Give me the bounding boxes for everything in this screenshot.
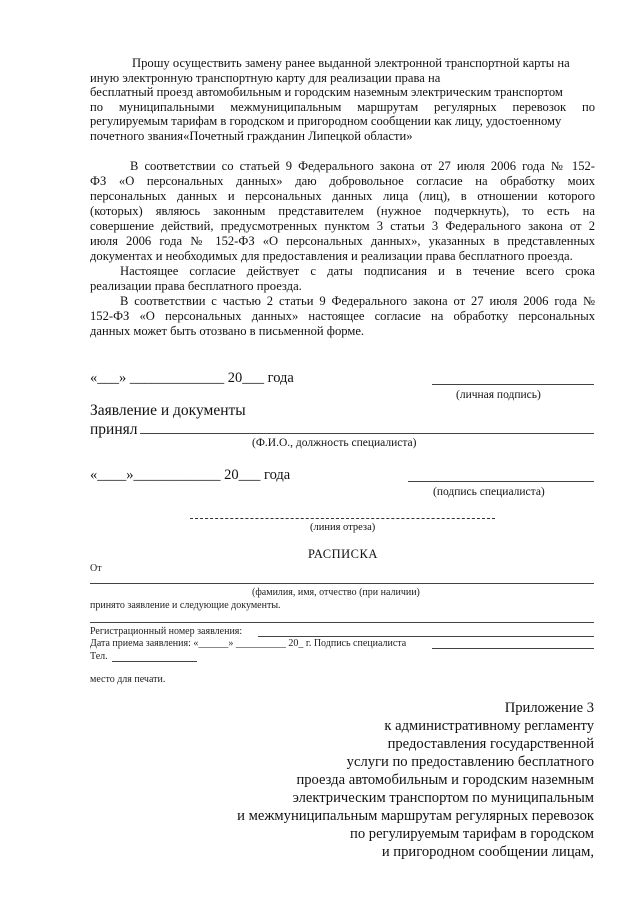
receipt-registration-line [258, 636, 594, 637]
consent-line-4: (которых) являюсь законным представителем (нужное подчеркнуть), то есть на [90, 204, 595, 218]
request-line-1: Прошу осуществить замену ранее выданной электронной транспортной карты на [132, 56, 570, 70]
consent-line-1: В соответствии со статьей 9 Федерального закона от 27 июля 2006 года № 152- [130, 159, 595, 173]
consent-line-10: В соответствии с частью 2 статьи 9 Федерального закона от 27 июля 2006 года № [120, 294, 595, 308]
appendix-line-6: электрическим транспортом по муниципальным [292, 790, 594, 806]
consent-line-5: совершение действий, предусмотренных пунктом 3 статьи 3 Федерального закона от 2 [90, 219, 595, 233]
consent-line-9: реализации права бесплатного проезда. [90, 279, 302, 293]
request-line-4: по муниципальными межмуниципальным маршрутам регулярных перевозок по [90, 99, 595, 114]
appendix-line-4: услуги по предоставлению бесплатного [346, 754, 594, 770]
receipt-fio-line [90, 583, 594, 584]
consent-line-2: ФЗ «О персональных данных» даю добровольное согласие на обработку моих [90, 174, 595, 188]
receipt-from-label: От [90, 563, 102, 574]
applicant-date-line: «___» _____________ 20___ года [90, 370, 294, 386]
consent-line-7: документах и необходимых для предоставления и реализации права бесплатного проезда. [90, 249, 573, 263]
cut-line [190, 518, 495, 519]
receipt-registration-label: Регистрационный номер заявления: [90, 626, 243, 637]
specialist-signature-line [408, 481, 594, 482]
receipt-stamp-label: место для печати. [90, 674, 166, 685]
consent-line-8: Настоящее согласие действует с даты подписания и в течение всего срока [120, 264, 595, 278]
receipt-documents-line [90, 622, 594, 623]
specialist-name-caption: (Ф.И.О., должность специалиста) [252, 437, 417, 449]
request-line-3: бесплатный проезд автомобильным и городским наземным электрическим транспортом [90, 85, 563, 100]
appendix-line-7: и межмуниципальным маршрутам регулярных перевозок [237, 808, 594, 824]
consent-line-11: 152-ФЗ «О персональных данных» настоящее согласие на обработку персональных [90, 309, 595, 323]
appendix-line-2: к административному регламенту [384, 718, 594, 734]
appendix-line-9: и пригородном сообщении лицам, [381, 844, 594, 860]
specialist-date-line: «____»____________ 20___ года [90, 467, 291, 483]
applicant-signature-caption: (личная подпись) [456, 389, 541, 401]
request-line-6: почетного звания«Почетный гражданин Липецкой области» [90, 129, 413, 143]
consent-line-3: персональных данных и персональных данных лица (лиц), в отношении которого [90, 189, 595, 203]
receipt-phone-line [112, 661, 197, 662]
consent-line-6: июля 2006 года № 152-ФЗ «О персональных данных», указанных в представленных [90, 234, 595, 248]
receipt-accepted-text: принято заявление и следующие документы. [90, 600, 281, 611]
acceptance-title: Заявление и документы [90, 402, 246, 419]
receipt-specialist-signature-line [432, 648, 594, 649]
receipt-phone-label: Тел. [90, 651, 108, 662]
request-line-5: регулируемым тарифам в городском и пригородном сообщении как лицу, удостоенному [90, 114, 562, 129]
specialist-name-line [140, 433, 594, 434]
appendix-line-8: по регулируемым тарифам в городском [350, 826, 594, 842]
specialist-signature-caption: (подпись специалиста) [433, 486, 545, 498]
receipt-title: РАСПИСКА [308, 547, 378, 561]
applicant-signature-line [432, 384, 594, 385]
acceptance-accepted-label: принял [90, 421, 138, 438]
consent-line-12: данных может быть отозвано в письменной форме. [90, 324, 365, 338]
receipt-date-label: Дата приема заявления: «______» __________ 20_ г. Подпись специалиста [90, 638, 407, 649]
appendix-line-1: Приложение 3 [504, 700, 594, 716]
appendix-line-3: предоставления государственной [387, 736, 594, 752]
cut-line-caption: (линия отреза) [310, 522, 376, 533]
request-line-2: иную электронную транспортную карту для реализации права на [90, 70, 441, 85]
receipt-fio-caption: (фамилия, имя, отчество (при наличии) [252, 587, 420, 598]
appendix-line-5: проезда автомобильным и городским наземным [296, 772, 594, 788]
